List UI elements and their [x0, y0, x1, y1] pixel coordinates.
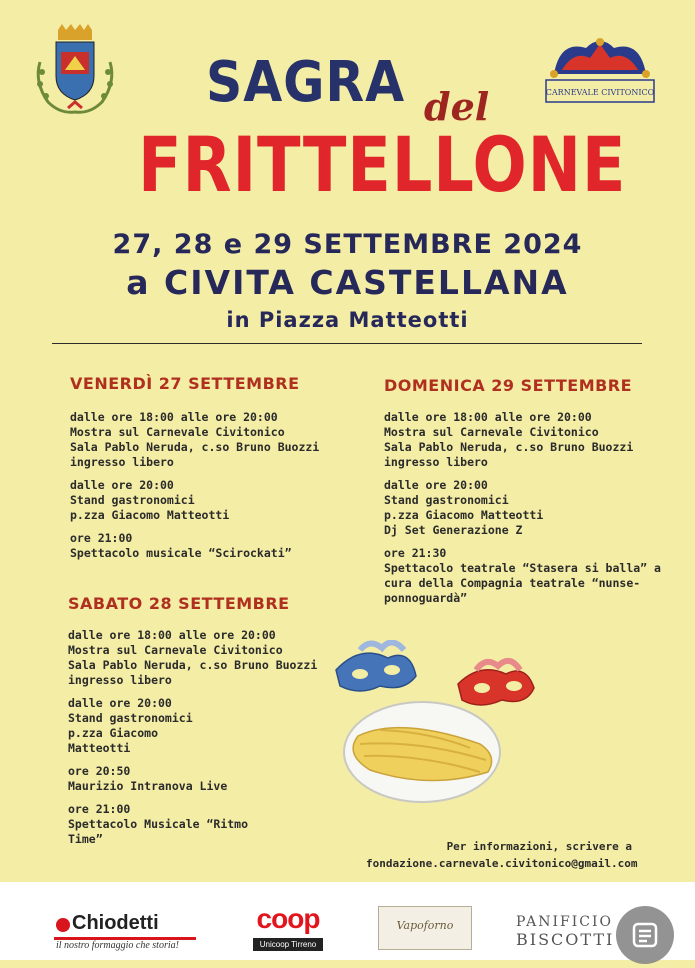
schedule-line: dalle ore 20:00	[68, 696, 172, 710]
carnival-logo-text: CARNEVALE CIVITONICO	[545, 88, 655, 97]
schedule-line: Time”	[68, 832, 103, 846]
schedule-line: Dj Set Generazione Z	[384, 523, 523, 537]
title-frittellone: FRITTELLONE	[138, 120, 627, 209]
schedule-line: dalle ore 20:00	[70, 478, 174, 492]
schedule-line: Mostra sul Carnevale Civitonico	[70, 425, 285, 439]
coop-sub: Unicoop Tirreno	[253, 938, 323, 951]
schedule-line: dalle ore 18:00 alle ore 20:00	[68, 628, 276, 642]
schedule-line: Spettacolo teatrale “Stasera si balla” a	[384, 561, 661, 575]
vapoforno-name: Vapoforno	[396, 919, 454, 932]
chiodetti-name: Chiodetti	[72, 912, 159, 934]
schedule-line: cura della Compagnia teatrale “nunse-	[384, 576, 641, 590]
schedule-line: ore 21:00	[70, 531, 133, 545]
schedule-line: Sala Pablo Neruda, c.so Bruno Buozzi	[70, 440, 320, 454]
schedule-line: dalle ore 18:00 alle ore 20:00	[70, 410, 278, 424]
title-del: del	[424, 84, 490, 129]
schedule-spacer	[68, 756, 317, 764]
schedule-line: dalle ore 20:00	[384, 478, 488, 492]
coop-name: coop	[256, 903, 320, 934]
contact-info	[366, 838, 638, 872]
chiodetti-tagline: il nostro formaggio che storia!	[56, 940, 179, 951]
list-menu-icon	[616, 906, 674, 964]
schedule-line: Sala Pablo Neruda, c.so Bruno Buozzi	[68, 658, 318, 672]
contact-email[interactable]: fondazione.carnevale.civitonico@gmail.com	[366, 857, 638, 870]
schedule-line: p.zza Giacomo	[68, 726, 159, 740]
schedule-line: ponnoguardà”	[384, 591, 468, 605]
schedule-line: Maurizio Intranova Live	[68, 779, 228, 793]
schedule-line: Mostra sul Carnevale Civitonico	[384, 425, 599, 439]
schedule-line: p.zza Giacomo Matteotti	[384, 508, 544, 522]
friday-schedule	[70, 410, 319, 561]
contact-line: Per informazioni, scrivere a	[446, 840, 632, 853]
sponsor-vapoforno[interactable]	[378, 906, 472, 950]
sunday-schedule	[384, 410, 661, 606]
schedule-line: Stand gastronomici	[68, 711, 193, 725]
schedule-line: ingresso libero	[68, 673, 172, 687]
schedule-line: Stand gastronomici	[70, 493, 195, 507]
sunday-heading: DOMENICA 29 SETTEMBRE	[384, 376, 633, 395]
divider	[52, 343, 642, 344]
sponsor-chiodetti[interactable]	[54, 912, 204, 952]
schedule-spacer	[70, 523, 319, 531]
schedule-line: Stand gastronomici	[384, 493, 509, 507]
saturday-heading: SABATO 28 SETTEMBRE	[68, 594, 290, 613]
schedule-spacer	[68, 688, 317, 696]
event-town: a CIVITA CASTELLANA	[126, 263, 569, 302]
chiodetti-dot-icon	[56, 918, 70, 932]
schedule-line: Matteotti	[68, 741, 131, 755]
floating-menu-button[interactable]	[616, 906, 674, 964]
event-square: in Piazza Matteotti	[226, 308, 469, 332]
schedule-spacer	[384, 470, 661, 478]
schedule-line: Spettacolo Musicale “Ritmo	[68, 817, 249, 831]
carnevale-civitonico-logo	[540, 30, 660, 108]
carnival-masks-frittelle-icon	[330, 640, 542, 810]
schedule-line: ore 20:50	[68, 764, 131, 778]
schedule-line: ingresso libero	[384, 455, 488, 469]
schedule-line: Mostra sul Carnevale Civitonico	[68, 643, 283, 657]
coat-of-arms-icon	[30, 22, 120, 118]
event-dates: 27, 28 e 29 SETTEMBRE 2024	[112, 229, 583, 260]
schedule-line: Sala Pablo Neruda, c.so Bruno Buozzi	[384, 440, 634, 454]
schedule-spacer	[384, 538, 661, 546]
schedule-line: ingresso libero	[70, 455, 174, 469]
schedule-line: Spettacolo musicale “Scirockati”	[70, 546, 292, 560]
sponsor-panificio-biscotti[interactable]	[512, 912, 632, 948]
schedule-line: dalle ore 18:00 alle ore 20:00	[384, 410, 592, 424]
sponsor-coop[interactable]	[250, 904, 326, 952]
schedule-line: ore 21:30	[384, 546, 447, 560]
schedule-line: p.zza Giacomo Matteotti	[70, 508, 230, 522]
schedule-spacer	[70, 470, 319, 478]
friday-heading: VENERDÌ 27 SETTEMBRE	[70, 374, 300, 393]
title-sagra: SAGRA	[206, 50, 405, 115]
schedule-line: ore 21:00	[68, 802, 131, 816]
schedule-spacer	[68, 794, 317, 802]
saturday-schedule	[68, 628, 317, 847]
panificio-label: PANIFICIO	[516, 914, 613, 930]
biscotti-label: BISCOTTI	[516, 930, 615, 949]
